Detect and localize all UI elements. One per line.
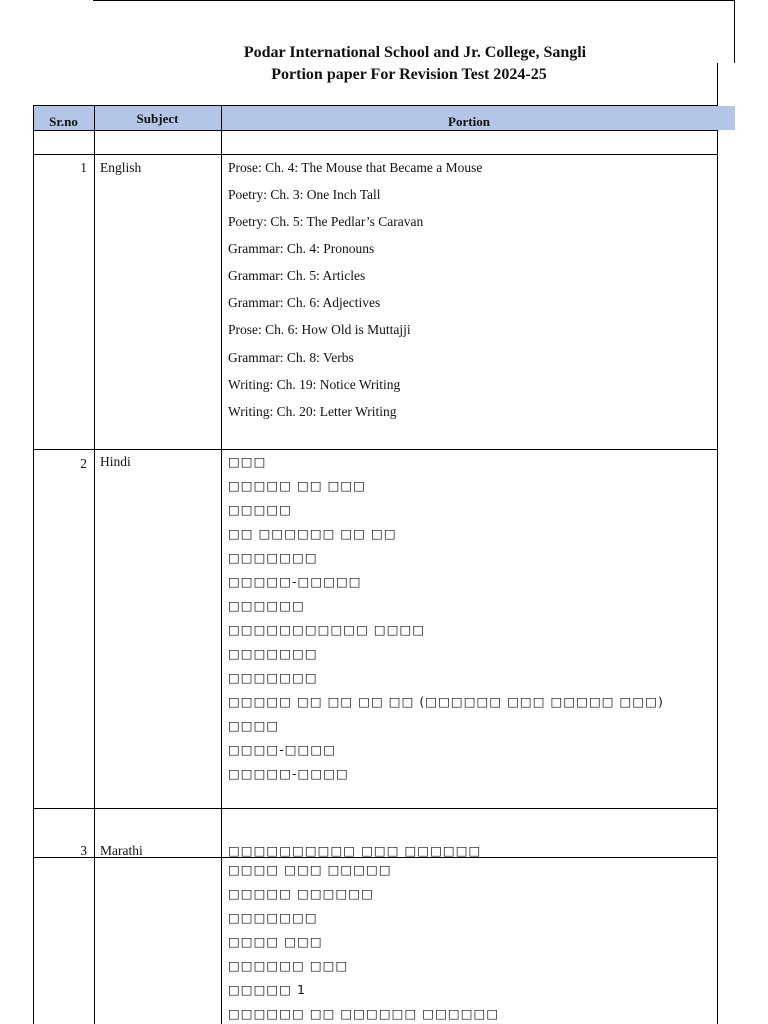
row-1-bottom-border	[33, 449, 717, 450]
portion-item: □□□□ □□□	[228, 934, 323, 949]
portion-item: Grammar: Ch. 6: Adjectives	[228, 295, 381, 310]
portion-item: □□□□□ □□□□□□	[228, 886, 374, 901]
portion-item: □□□□□ □□ □□□	[228, 478, 367, 493]
column-header-srno: Sr.no	[49, 114, 78, 129]
portion-item: □□ □□□□□□ □□ □□	[228, 526, 397, 541]
row-3-subject: Marathi	[100, 843, 143, 858]
portion-item: □□□□□□	[228, 598, 305, 613]
column-header-subject: Subject	[136, 111, 179, 126]
portion-item: Grammar: Ch. 5: Articles	[228, 268, 366, 283]
portion-item: □□□□ □□□ □□□□□	[228, 862, 392, 877]
portion-item: Writing: Ch. 19: Notice Writing	[228, 377, 401, 392]
portion-item: □□□□-□□□□	[228, 742, 336, 757]
portion-item: □□□□□□□	[228, 550, 318, 565]
portion-item: □□□□□ □□ □□ □□ □□ (□□□□□□ □□□ □□□□□ □□□)	[228, 694, 664, 709]
portion-item: □□□	[228, 454, 267, 469]
document-title: Portion paper For Revision Test 2024-25	[271, 66, 547, 83]
portion-item: Grammar: Ch. 4: Pronouns	[228, 241, 375, 256]
column-divider-1	[94, 105, 95, 1024]
table-top-border	[33, 105, 717, 106]
portion-item: □□□□□□□	[228, 910, 318, 925]
table-right-edge	[717, 63, 718, 1024]
page-frame-top-border	[93, 0, 735, 1]
portion-item: □□□□□□□□□□□ □□□□	[228, 622, 426, 637]
portion-item: Poetry: Ch. 3: One Inch Tall	[228, 187, 381, 202]
portion-item: □□□□□-□□□□□	[228, 574, 362, 589]
portion-item: Prose: Ch. 6: How Old is Muttajji	[228, 322, 411, 337]
portion-item: □□□□□□□□□□ □□□ □□□□□□	[228, 843, 482, 858]
row-2-srno: 2	[80, 456, 87, 471]
portion-item: □□□□□ 1	[228, 982, 306, 997]
portion-item: □□□□□□□	[228, 646, 318, 661]
portion-item: □□□□□-□□□□	[228, 766, 349, 781]
row-1-subject: English	[100, 160, 142, 175]
portion-item: Grammar: Ch. 8: Verbs	[228, 350, 354, 365]
portion-item: Prose: Ch. 4: The Mouse that Became a Mouse	[228, 160, 483, 175]
row-3-srno: 3	[80, 843, 87, 858]
empty-row-bottom-border	[33, 154, 717, 155]
row-2-subject: Hindi	[100, 454, 131, 469]
row-1-srno: 1	[80, 160, 87, 175]
portion-item: Poetry: Ch. 5: The Pedlar’s Caravan	[228, 214, 424, 229]
school-name-title: Podar International School and Jr. College, Sangli	[243, 44, 587, 61]
row-2-bottom-border	[33, 808, 717, 809]
column-divider-2	[221, 105, 222, 1024]
portion-item: □□□□□	[228, 502, 293, 517]
portion-item: Writing: Ch. 20: Letter Writing	[228, 404, 397, 419]
portion-item: □□□□□□ □□□	[228, 958, 349, 973]
column-header-portion: Portion	[448, 114, 490, 129]
portion-item: □□□□	[228, 718, 280, 733]
portion-item: □□□□□□ □□ □□□□□□ □□□□□□	[228, 1006, 500, 1021]
portion-item: □□□□□□□	[228, 670, 318, 685]
header-bottom-border	[33, 130, 717, 131]
table-left-border	[33, 105, 34, 1024]
